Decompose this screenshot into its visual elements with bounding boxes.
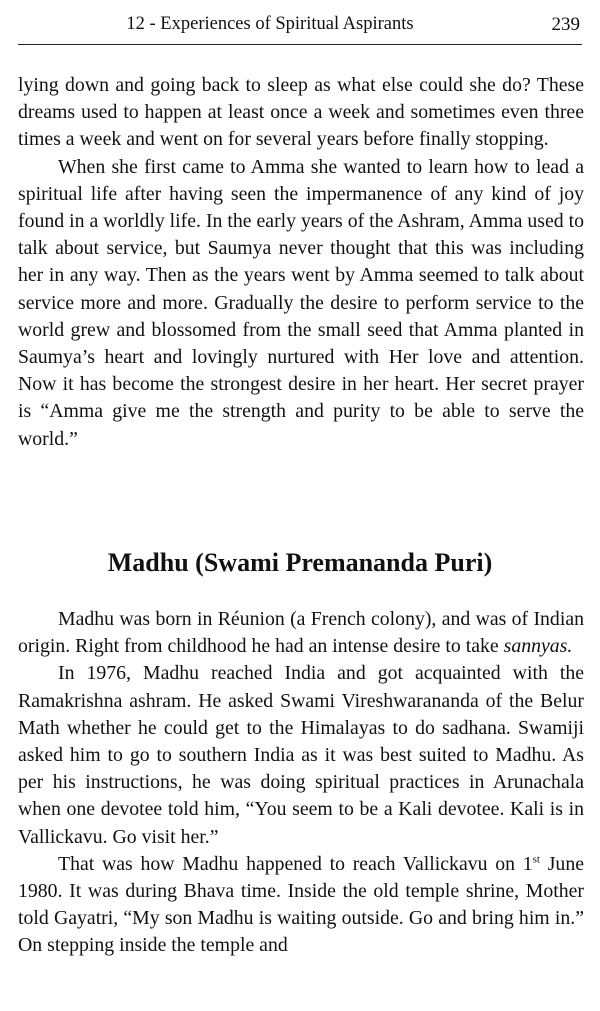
paragraph: In 1976, Madhu reached India and got acquainted with the Ramakrishna ashram. He asked Swami Vireshwarananda of the Belur Math whether he could get to the Himalayas to do sadhana. Swamiji asked him to go to southern India as it was best suited to Madhu. As per his instructions, he was doing spiritual practices in Arunachala when one devotee told him, “You seem to be a Kali devotee. Kali is in Vallickavu. Go visit her.”: [18, 662, 584, 848]
page-header: [18, 10, 582, 45]
section-heading: Madhu (Swami Premananda Puri): [107, 548, 493, 577]
running-head: 12 - Experiences of Spiritual Aspirants: [126, 14, 414, 34]
body-text-section: [18, 606, 584, 960]
paragraph-text: Madhu was born in Réunion (a French colony), and was of Indian origin. Right from childhood he had an intense desire to take: [18, 608, 584, 658]
paragraph: lying down and going back to sleep as what else could she do? These dreams used to happen at least once a week and sometimes even three times a week and went on for several years before finally stopping.: [18, 74, 584, 151]
paragraph: When she first came to Amma she wanted to learn how to lead a spiritual life after having seen the impermanence of any kind of joy found in a worldly life. In the early years of the Ashram, Amma used to talk about service, but Saumya never thought that this was including her in any way. Then as the years went by Amma seemed to talk about service more and more. Gradually the desire to perform service to the world grew and blossomed from the small seed that Amma planted in Saumya’s heart and lovingly nurtured with Her love and attention. Now it has become the strongest desire in her heart. Her secret prayer is “Amma give me the strength and purity to be able to serve the world.”: [18, 155, 584, 450]
paragraph-text: That was how Madhu happened to reach Vallickavu on 1: [58, 852, 533, 875]
paragraph: [18, 606, 584, 660]
paragraph: [18, 851, 584, 960]
italic-term: sannyas.: [503, 635, 573, 658]
page-number: 239: [551, 14, 580, 35]
ordinal-suffix: st: [532, 853, 540, 866]
paragraph-text: June 1980. It was during Bhava time. Inside the old temple shrine, Mother told Gayatri, “My son Madhu is waiting outside. Go and bring him in.” On stepping inside the temple and: [18, 852, 584, 957]
body-text-top: [18, 72, 584, 453]
